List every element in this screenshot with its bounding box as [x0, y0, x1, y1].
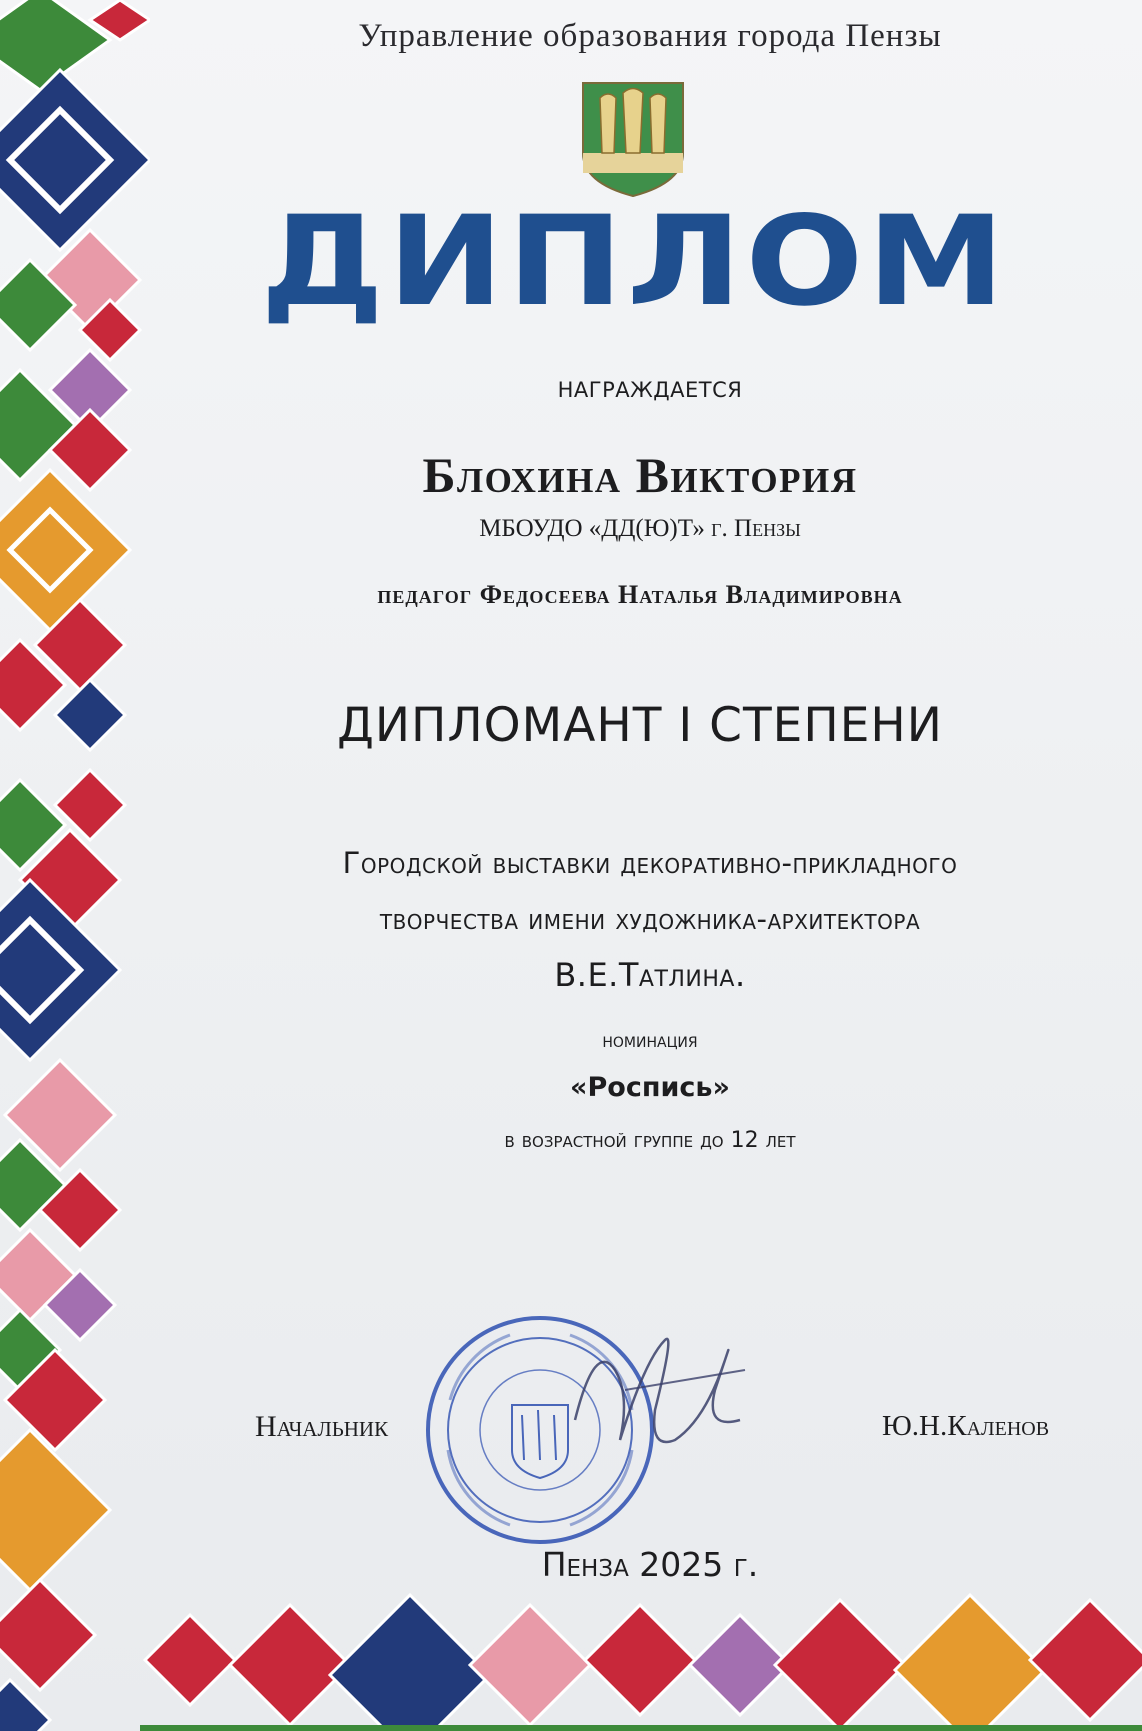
place-and-year: Пенза 2025 г. [541, 1545, 759, 1584]
recipient-organization: МБОУДО «ДД(Ю)Т» г. Пензы [479, 515, 801, 542]
event-description [180, 835, 1120, 1003]
signatory-position: Начальник [255, 1410, 389, 1443]
teacher-name: педагог Федосеева Наталья Владимировна [377, 580, 903, 609]
nomination-value: «Роспись» [570, 1072, 730, 1103]
signatory-name: Ю.Н.Каленов [882, 1410, 1050, 1442]
award-degree: ДИПЛОМАНТ I СТЕПЕНИ [337, 698, 943, 753]
event-line-3: В.Е.Татлина. [554, 956, 746, 994]
document-title: ДИПЛОМ [260, 190, 1009, 334]
handwritten-signature [555, 1300, 755, 1480]
event-line-1: Городской выставки декоративно-прикладного [342, 846, 958, 880]
age-group: в возрастной группе до 12 лет [504, 1128, 796, 1153]
ornament-border-left [0, 0, 150, 1731]
issuer-header: Управление образования города Пензы [358, 18, 942, 54]
recipient-name: Блохина Виктория [422, 447, 858, 503]
awarded-label: НАГРАЖДАЕТСЯ [557, 378, 743, 402]
ornament-border-bottom [140, 1585, 1142, 1731]
city-coat-of-arms [578, 78, 688, 198]
nomination-label: номинация [602, 1028, 698, 1052]
event-line-2: творчества имени художника-архитектора [379, 902, 921, 936]
